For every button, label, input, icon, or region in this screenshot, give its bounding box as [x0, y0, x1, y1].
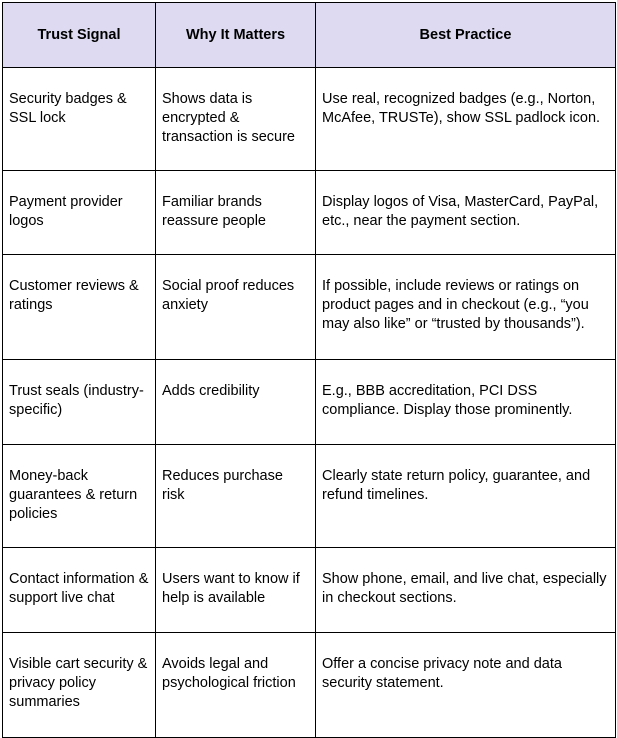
- cell-best-practice: Use real, recognized badges (e.g., Norton, McAfee, TRUSTe), show SSL padlock icon.: [316, 68, 616, 171]
- header-best-practice: Best Practice: [316, 3, 616, 68]
- cell-trust-signal: Visible cart security & privacy policy summaries: [3, 633, 156, 738]
- cell-why-it-matters: Users want to know if help is available: [156, 548, 316, 633]
- cell-why-it-matters: Avoids legal and psychological friction: [156, 633, 316, 738]
- header-why-it-matters: Why It Matters: [156, 3, 316, 68]
- cell-trust-signal: Customer reviews & ratings: [3, 255, 156, 360]
- cell-trust-signal: Payment provider logos: [3, 171, 156, 255]
- cell-why-it-matters: Adds credibility: [156, 360, 316, 445]
- cell-why-it-matters: Shows data is encrypted & transaction is secure: [156, 68, 316, 171]
- trust-signals-table-container: [2, 2, 616, 738]
- cell-best-practice: E.g., BBB accreditation, PCI DSS compliance. Display those prominently.: [316, 360, 616, 445]
- cell-best-practice: Show phone, email, and live chat, especially in checkout sections.: [316, 548, 616, 633]
- trust-signals-table: [2, 2, 616, 738]
- cell-best-practice: Clearly state return policy, guarantee, and refund timelines.: [316, 445, 616, 548]
- table-row: [3, 255, 616, 360]
- header-trust-signal: Trust Signal: [3, 3, 156, 68]
- cell-best-practice: If possible, include reviews or ratings on product pages and in checkout (e.g., “you may also like” or “trusted by thousands”).: [316, 255, 616, 360]
- table-row: [3, 360, 616, 445]
- cell-trust-signal: Trust seals (industry-specific): [3, 360, 156, 445]
- table-row: [3, 548, 616, 633]
- table-row: [3, 445, 616, 548]
- table-row: [3, 633, 616, 738]
- table-row: [3, 68, 616, 171]
- cell-why-it-matters: Familiar brands reassure people: [156, 171, 316, 255]
- table-header-row: [3, 3, 616, 68]
- table-row: [3, 171, 616, 255]
- cell-why-it-matters: Social proof reduces anxiety: [156, 255, 316, 360]
- cell-trust-signal: Money-back guarantees & return policies: [3, 445, 156, 548]
- cell-trust-signal: Security badges & SSL lock: [3, 68, 156, 171]
- cell-trust-signal: Contact information & support live chat: [3, 548, 156, 633]
- cell-best-practice: Offer a concise privacy note and data security statement.: [316, 633, 616, 738]
- cell-best-practice: Display logos of Visa, MasterCard, PayPal, etc., near the payment section.: [316, 171, 616, 255]
- cell-why-it-matters: Reduces purchase risk: [156, 445, 316, 548]
